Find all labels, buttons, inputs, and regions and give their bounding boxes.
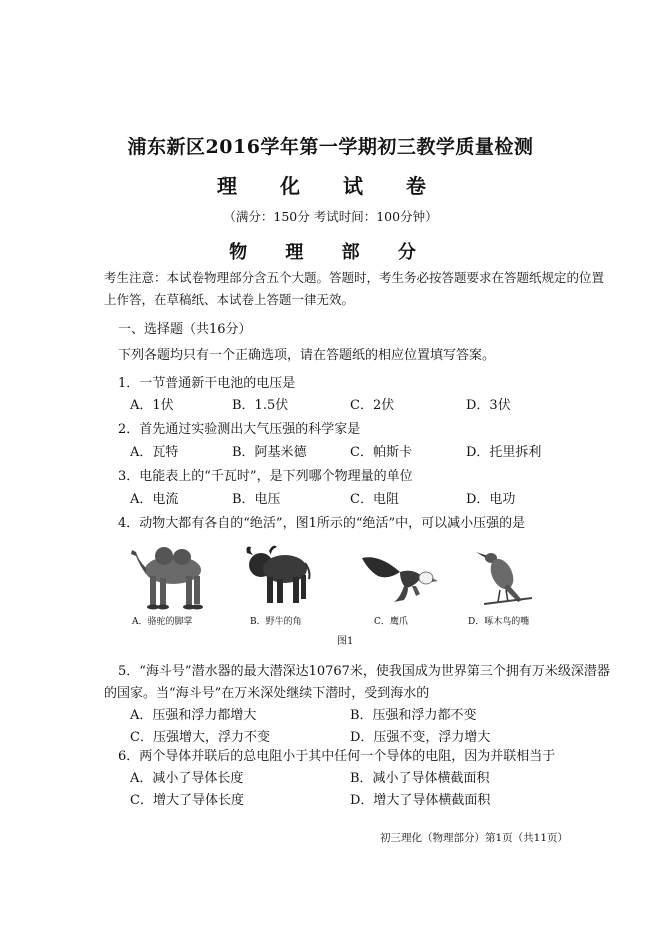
q1-option-b: B．1.5伏 bbox=[232, 398, 289, 413]
q5-option-b: B．压强和浮力都不变 bbox=[350, 708, 477, 723]
question-3-stem: 3．电能表上的“千瓦时”，是下列哪个物理量的单位 bbox=[118, 469, 413, 484]
page-title: 浦东新区2016学年第一学期初三教学质量检测 bbox=[127, 136, 534, 158]
q5-option-a: A．压强和浮力都增大 bbox=[130, 708, 257, 723]
figure-caption-c: C．鹰爪 bbox=[374, 617, 408, 627]
eagle-image bbox=[360, 550, 440, 606]
q2-option-c: C．帕斯卡 bbox=[350, 445, 412, 460]
q6-option-b: B．减小了导体横截面积 bbox=[350, 771, 490, 786]
part1-instruction: 下列各题均只有一个正确选项，请在答题纸的相应位置填写答案。 bbox=[118, 348, 496, 363]
notice-line-1: 考生注意：本试卷物理部分含五个大题。答题时，考生务必按答题要求在答题纸规定的位置 bbox=[104, 270, 605, 285]
q3-option-d: D．电功 bbox=[466, 492, 516, 507]
q5-option-d: D．压强不变，浮力增大 bbox=[350, 730, 491, 745]
paper-subtitle: 理 化 试 卷 bbox=[217, 174, 444, 198]
figure-label: 图1 bbox=[337, 636, 354, 647]
section-heading: 物 理 部 分 bbox=[229, 242, 432, 263]
q6-option-c: C．增大了导体长度 bbox=[130, 793, 244, 808]
bison-image bbox=[243, 543, 313, 607]
q1-option-a: A．1伏 bbox=[130, 398, 174, 413]
part1-heading: 一、选择题（共16分） bbox=[118, 322, 252, 337]
q6-option-a: A．减小了导体长度 bbox=[130, 771, 244, 786]
question-1-stem: 1．一节普通新干电池的电压是 bbox=[118, 376, 296, 391]
figure-caption-d: D．啄木鸟的嘴 bbox=[468, 617, 530, 627]
question-6-stem: 6．两个导体并联后的总电阻小于其中任何一个导体的电阻，因为并联相当于 bbox=[118, 749, 556, 764]
q6-option-d: D．增大了导体横截面积 bbox=[350, 793, 491, 808]
figure-caption-b: B．野牛的角 bbox=[250, 617, 302, 627]
question-4-stem: 4．动物大都有各自的“绝活”，图1所示的“绝活”中，可以减小压强的是 bbox=[118, 516, 526, 531]
woodpecker-image bbox=[474, 546, 536, 608]
page-footer: 初三理化（物理部分）第1页（共11页） bbox=[380, 832, 569, 844]
notice-line-2: 上作答，在草稿纸、本试卷上答题一律无效。 bbox=[104, 292, 355, 307]
q3-option-b: B．电压 bbox=[232, 492, 281, 507]
q2-option-a: A．瓦特 bbox=[130, 445, 179, 460]
figure-caption-a: A．骆驼的脚掌 bbox=[132, 617, 193, 627]
camel-image bbox=[128, 540, 212, 610]
q2-option-b: B．阿基米德 bbox=[232, 445, 307, 460]
q1-option-d: D．3伏 bbox=[466, 398, 511, 413]
score-time-line: （满分：150分 考试时间：100分钟） bbox=[223, 209, 438, 224]
q1-option-c: C．2伏 bbox=[350, 398, 395, 413]
q3-option-c: C．电阻 bbox=[350, 492, 399, 507]
q5-option-c: C．压强增大，浮力不变 bbox=[130, 730, 270, 745]
q3-option-a: A．电流 bbox=[130, 492, 179, 507]
question-2-stem: 2．首先通过实验测出大气压强的科学家是 bbox=[118, 422, 361, 437]
q2-option-d: D．托里拆利 bbox=[466, 445, 542, 460]
question-5-stem-line-2: 的国家。当“海斗号”在万米深处继续下潜时，受到海水的 bbox=[104, 686, 430, 701]
question-5-stem-line-1: 5．“海斗号”潜水器的最大潜深达10767米，使我国成为世界第三个拥有万米级深潜器 bbox=[118, 664, 610, 679]
